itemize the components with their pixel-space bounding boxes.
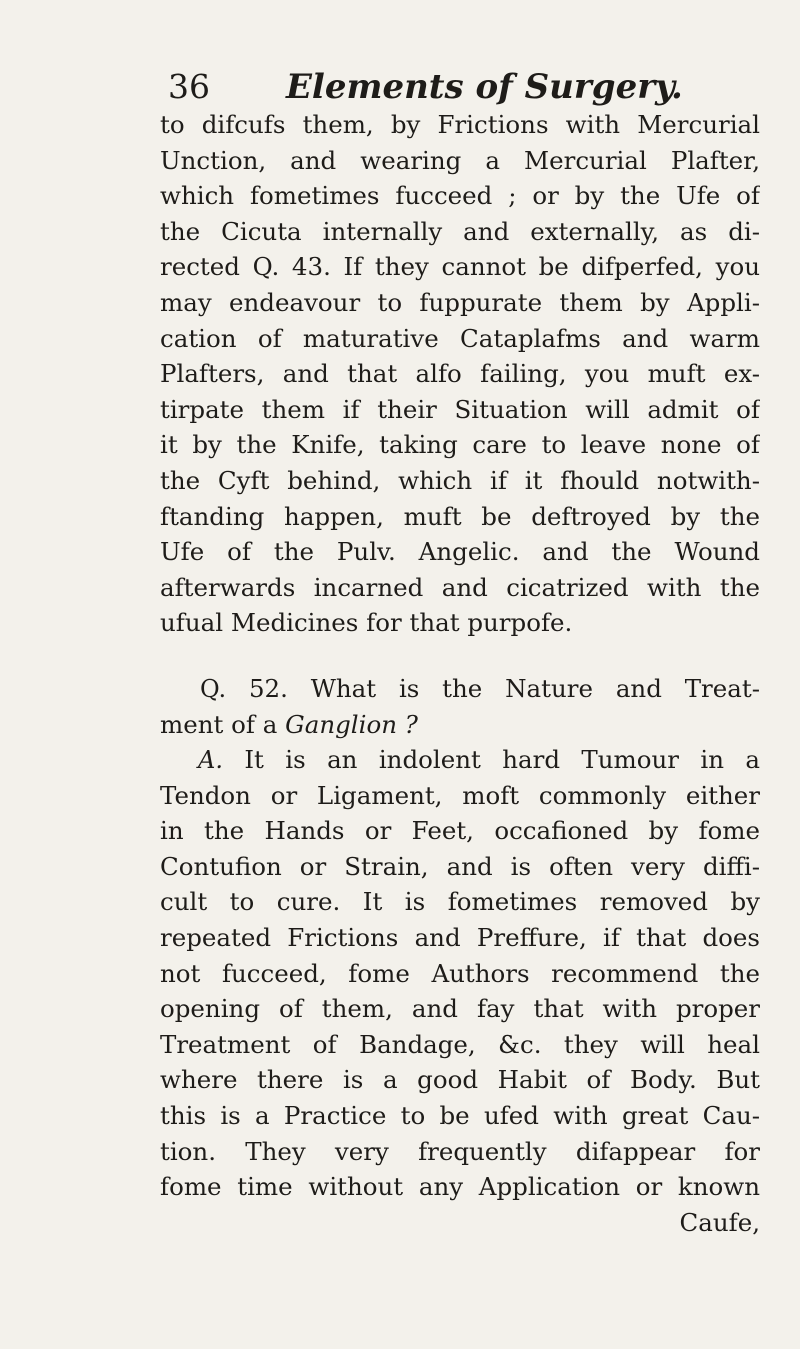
- page-header: [168, 65, 768, 109]
- paragraph-continuation: [160, 107, 760, 641]
- question-paragraph: [160, 671, 760, 742]
- question-subject: Ganglion ?: [285, 709, 418, 739]
- question-line: [160, 671, 760, 707]
- text-line: which fometimes fucceed ; or by the Ufe of: [160, 181, 760, 211]
- text-line: may endeavour to fuppurate them by Appli-: [160, 287, 760, 317]
- question-mark-label: Q.: [200, 674, 227, 703]
- answer-line: opening of them, and fay that with proper: [160, 994, 760, 1024]
- answer-paragraph: [160, 742, 760, 1240]
- answer-line: repeated Frictions and Preffure, if that does: [160, 923, 760, 953]
- answer-line: cult to cure. It is fometimes removed by: [160, 887, 760, 917]
- page-number: 36: [168, 67, 210, 106]
- body-text: [160, 107, 760, 1240]
- answer-line: in the Hands or Feet, occafioned by fome: [160, 816, 760, 846]
- text-line: the Cicuta internally and externally, as di-: [160, 216, 760, 246]
- answer-line: Contufion or Strain, and is often very diffi-: [160, 851, 760, 881]
- text-line: ufual Medicines for that purpofe.: [160, 608, 573, 638]
- catchword: Caufe,: [679, 1207, 760, 1237]
- answer-mark-label: A.: [198, 746, 223, 775]
- text-line: the Cyft behind, which if it fhould notwith-: [160, 465, 760, 495]
- text-line: tirpate them if their Situation will admit of: [160, 394, 760, 424]
- answer-line: tion. They very frequently difappear for: [160, 1136, 760, 1166]
- question-text: ment of a: [160, 709, 286, 739]
- answer-line: fome time without any Application or known: [160, 1172, 760, 1202]
- answer-line: [160, 742, 760, 778]
- text-line: cation of maturative Cataplafms and warm: [160, 323, 760, 353]
- text-line: to difcufs them, by Frictions with Mercurial: [160, 110, 760, 139]
- text-line: rected Q. 43. If they cannot be difperfed, you: [160, 252, 760, 282]
- answer-text: It is an indolent hard Tumour in a: [244, 745, 760, 775]
- answer-line: Treatment of Bandage, &c. they will heal: [160, 1029, 760, 1059]
- text-line: afterwards incarned and cicatrized with the: [160, 572, 760, 602]
- text-line: Unction, and wearing a Mercurial Plafter,: [160, 145, 760, 175]
- text-line: Plafters, and that alfo failing, you muft ex-: [160, 359, 760, 389]
- text-line: ftanding happen, muft be deftroyed by the: [160, 501, 760, 531]
- answer-line: not fucceed, fome Authors recommend the: [160, 958, 760, 988]
- text-line: it by the Knife, taking care to leave none of: [160, 430, 760, 460]
- question-line: [160, 707, 760, 743]
- paragraph-gap: [160, 641, 760, 671]
- text-line: Ufe of the Pulv. Angelic. and the Wound: [160, 537, 760, 567]
- question-text: 52. What is the Nature and Treat-: [248, 673, 760, 703]
- answer-line: where there is a good Habit of Body. But: [160, 1065, 760, 1095]
- answer-line: this is a Practice to be ufed with great Cau-: [160, 1101, 760, 1131]
- answer-line: Tendon or Ligament, moft commonly either: [160, 780, 760, 810]
- running-head: Elements of Surgery.: [286, 67, 683, 107]
